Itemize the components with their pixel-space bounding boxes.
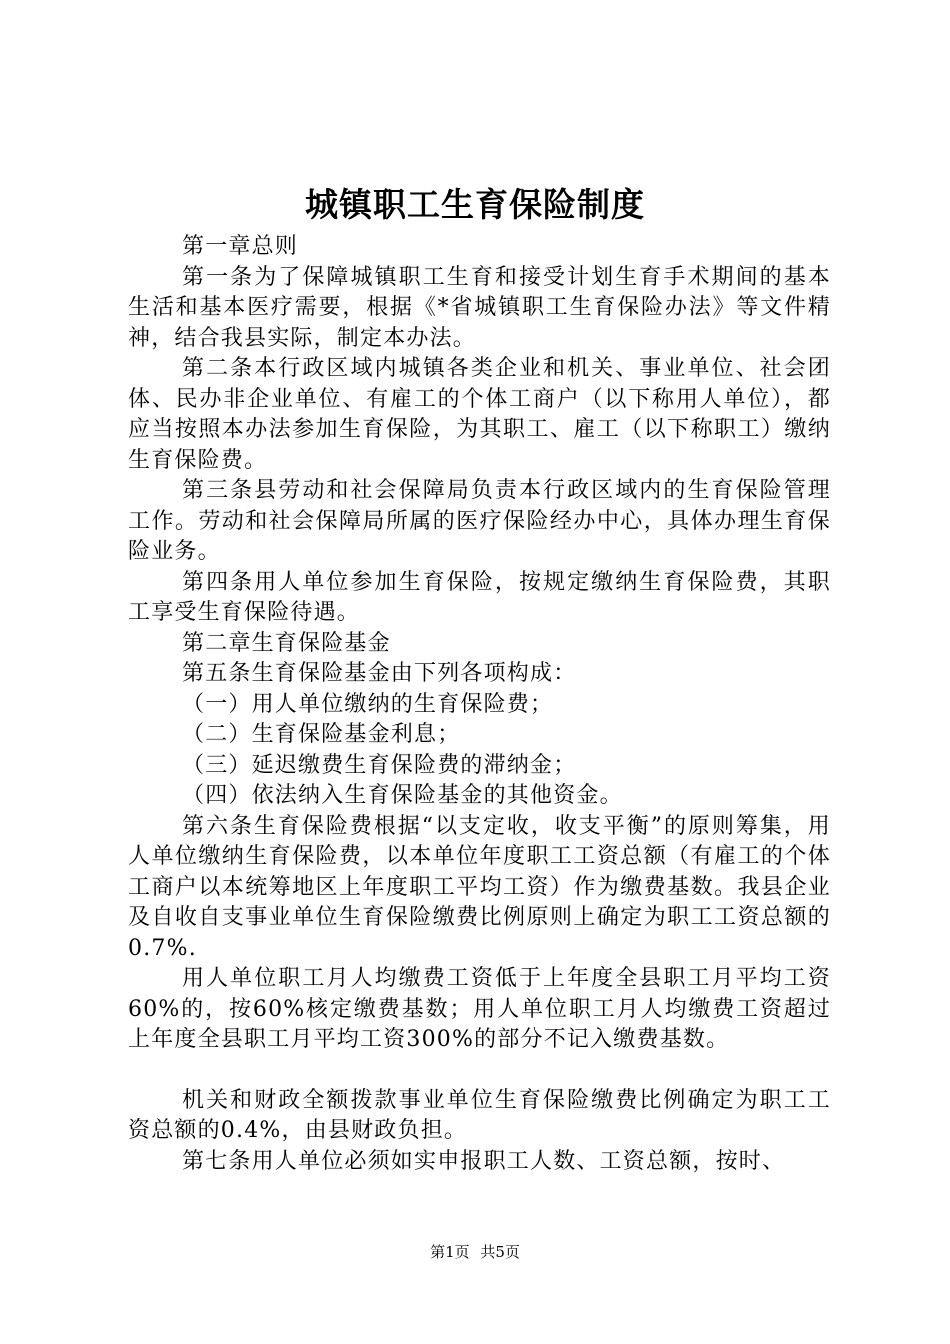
article-paragraph: 第三条县劳动和社会保障局负责本行政区域内的生育保险管理工作。劳动和社会保障局所属的医疗保险经办中心，具体办理生育保险业务。 [128,478,831,564]
page-total: 共5页 [480,1243,520,1261]
article-paragraph: 第五条生育保险基金由下列各项构成： [182,661,577,686]
article-paragraph: 第二条本行政区域内城镇各类企业和机关、事业单位、社会团体、民办非企业单位、有雇工的个体工商户（以下称用人单位），都应当按照本办法参加生育保险，为其职工、雇工（以下称职工）缴纳生育保险费。 [128,356,831,473]
chapter-heading: 第二章生育保险基金 [182,630,391,656]
page-footer [0,1242,950,1262]
article-paragraph: 第六条生育保险费根据“以支定收，收支平衡”的原则筹集，用人单位缴纳生育保险费，以本单位年度职工工资总额（有雇工的个体工商户以本统筹地区上年度职工平均工资）作为缴费基数。我县企业及自收自支事业单位生育保险缴费比例原则上确定为职工工资总额的0.7%. [128,813,831,961]
document-title: 城镇职工生育保险制度 [305,185,645,224]
chapter-heading: 第一章总则 [182,234,299,259]
list-item: （二）生育保险基金利息； [182,722,461,747]
article-paragraph: 第四条用人单位参加生育保险，按规定缴纳生育保险费，其职工享受生育保险待遇。 [128,569,831,625]
list-item: （一）用人单位缴纳的生育保险费； [182,691,554,717]
article-paragraph: 第一条为了保障城镇职工生育和接受计划生育手术期间的基本生活和基本医疗需要，根据《*省城镇职工生育保险办法》等文件精神，结合我县实际，制定本办法。 [128,264,831,351]
page-number: 第1页 [430,1243,470,1261]
article-paragraph: 机关和财政全额拨款事业单位生育保险缴费比例确定为职工工资总额的0.4%，由县财政负担。 [128,1087,831,1143]
list-item: （四）依法纳入生育保险基金的其他资金。 [182,783,623,808]
list-item: （三）延迟缴费生育保险费的滞纳金； [182,752,577,778]
document-body [128,232,831,1177]
article-paragraph: 第七条用人单位必须如实申报职工人数、工资总额，按时、 [182,1148,786,1174]
article-paragraph: 用人单位职工月人均缴费工资低于上年度全县职工月平均工资60%的，按60%核定缴费基数；用人单位职工月人均缴费工资超过上年度全县职工月平均工资300%的部分不记入缴费基数。 [128,966,831,1052]
